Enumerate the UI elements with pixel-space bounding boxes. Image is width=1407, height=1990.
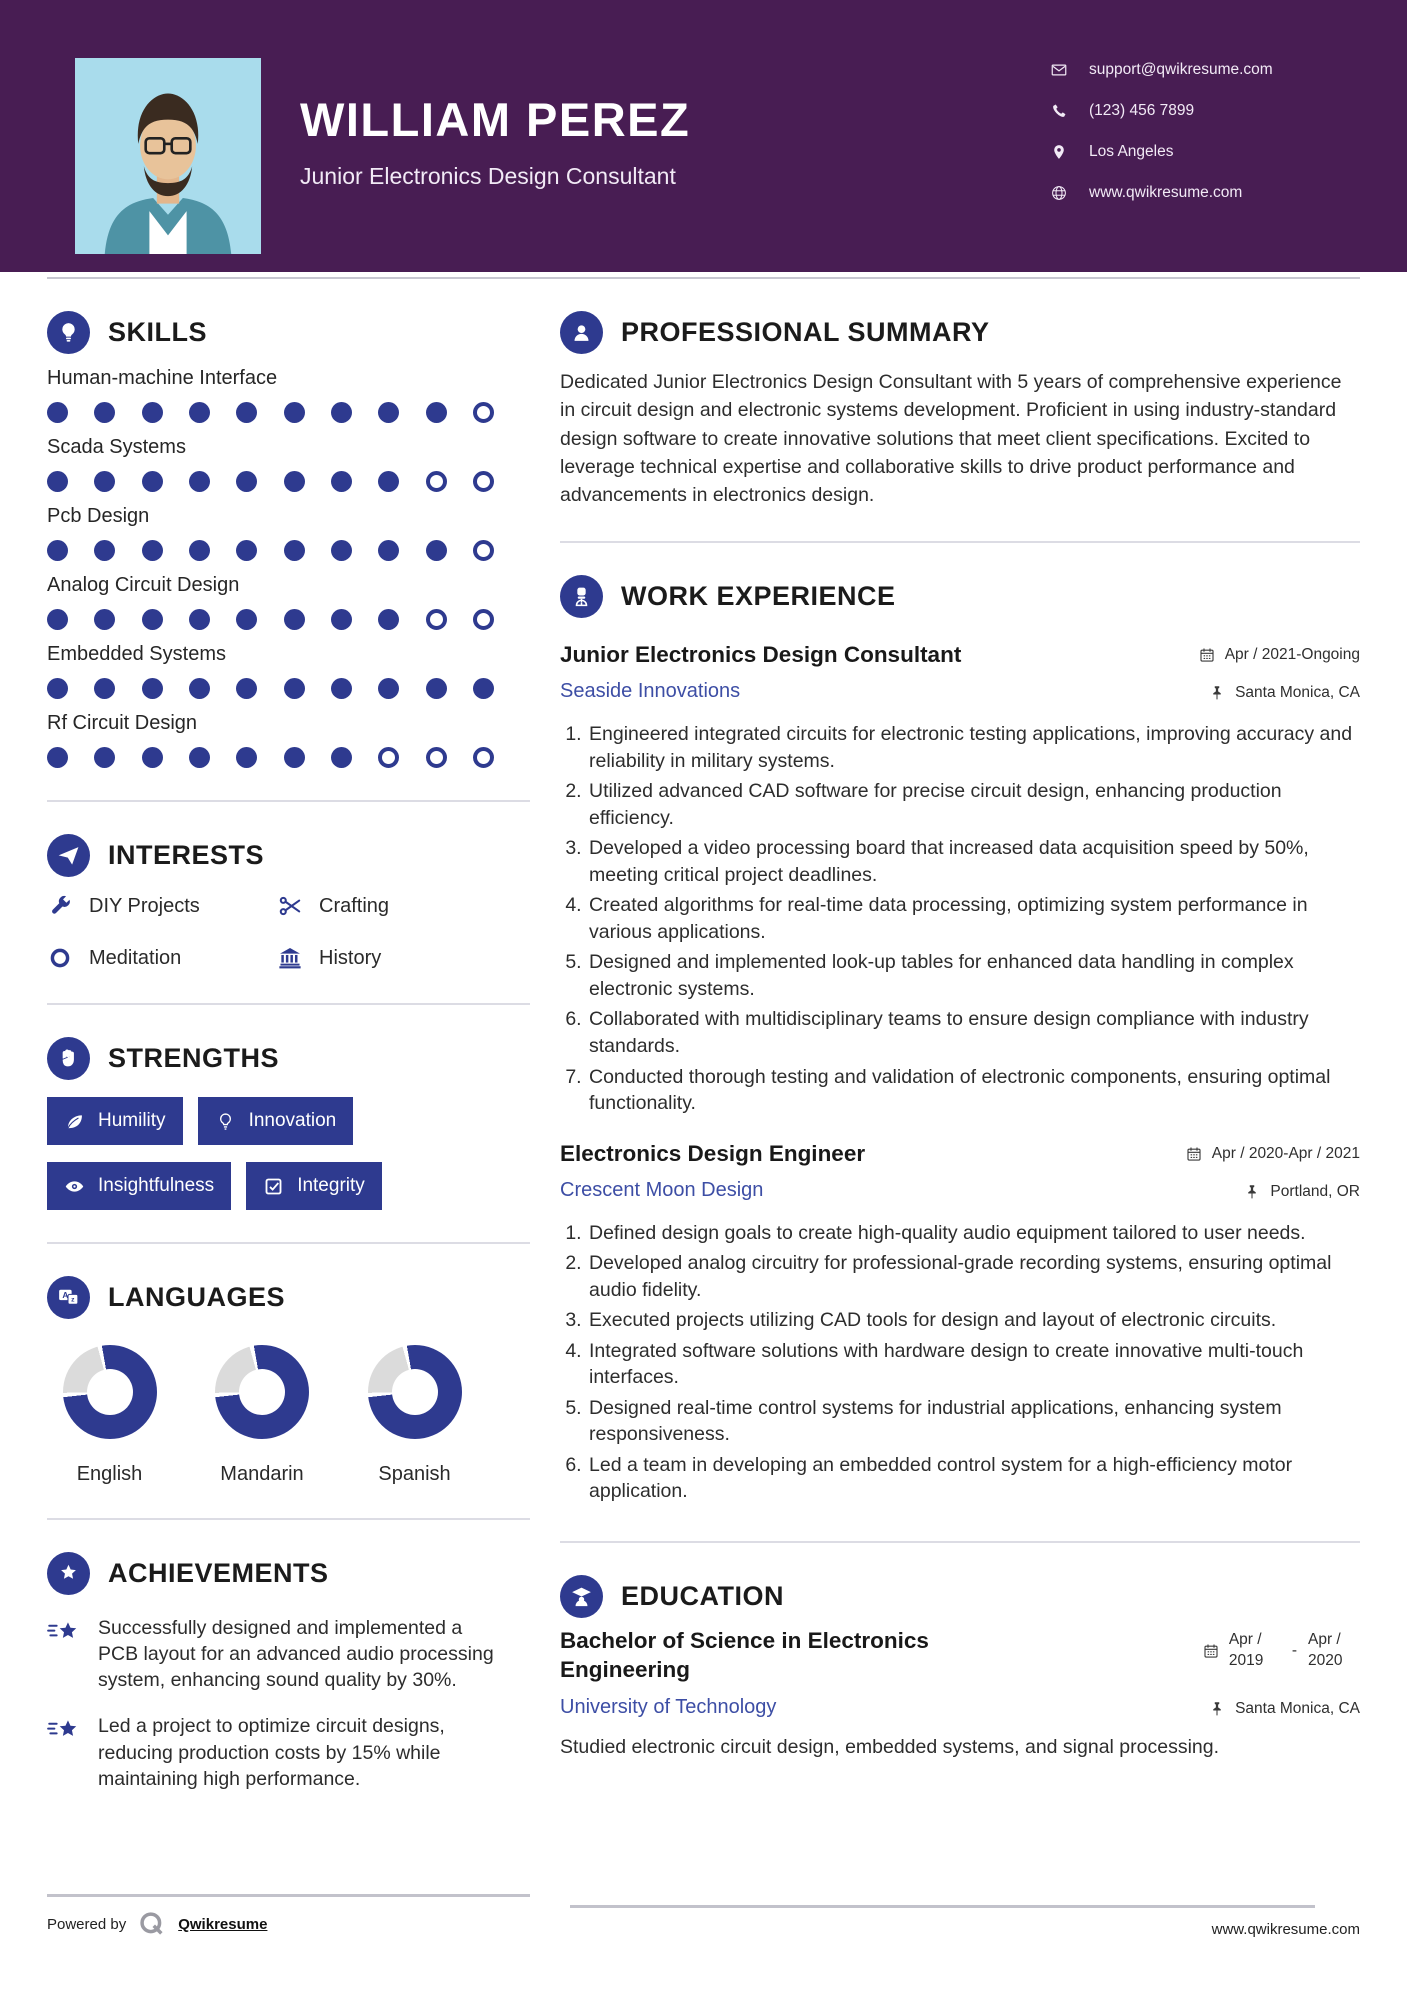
leaf-icon bbox=[64, 1111, 85, 1132]
language-item bbox=[200, 1345, 325, 1486]
job-bullet: 2. Developed analog circuitry for professional-grade recording systems, ensuring optimal audio fidelity. bbox=[587, 1250, 1360, 1303]
person-name: WILLIAM PEREZ bbox=[300, 93, 691, 146]
calendar-icon bbox=[1202, 1642, 1220, 1660]
job-title: Electronics Design Engineer bbox=[560, 1140, 866, 1166]
job-bullet: 1. Defined design goals to create high-quality audio equipment tailored to user needs. bbox=[587, 1220, 1360, 1247]
skill-dot bbox=[473, 471, 494, 492]
skill-dot bbox=[236, 678, 257, 699]
skill-dot bbox=[331, 471, 352, 492]
right-column bbox=[560, 281, 1360, 1990]
languages-section bbox=[47, 1246, 530, 1486]
skill-label: Rf Circuit Design bbox=[47, 712, 198, 734]
person-title: Junior Electronics Design Consultant bbox=[300, 163, 676, 189]
interests-paper-plane-icon bbox=[47, 834, 90, 877]
footer-divider bbox=[47, 1894, 530, 1897]
strength-badge bbox=[47, 1097, 183, 1145]
skill-dot bbox=[331, 402, 352, 423]
skill-item bbox=[47, 712, 530, 768]
skill-label: Human-machine Interface bbox=[47, 367, 278, 389]
strength-badge bbox=[198, 1097, 354, 1145]
skill-dot bbox=[94, 402, 115, 423]
footer-website: www.qwikresume.com bbox=[1211, 1921, 1360, 1938]
job-bullet: 3. Executed projects utilizing CAD tools for design and layout of electronic circuits. bbox=[587, 1307, 1360, 1334]
job-dates bbox=[1185, 1145, 1360, 1163]
job-bullet: 4. Created algorithms for real-time data processing, optimizing system performance in various applications. bbox=[587, 892, 1360, 945]
section-divider bbox=[47, 1518, 530, 1520]
company-link[interactable]: Crescent Moon Design bbox=[560, 1178, 764, 1201]
contact-row bbox=[1050, 138, 1273, 165]
contact-text: Los Angeles bbox=[1089, 142, 1174, 160]
skill-dot bbox=[378, 402, 399, 423]
achievements-star-icon bbox=[47, 1552, 90, 1595]
skill-dot bbox=[236, 747, 257, 768]
summary-person-icon bbox=[560, 311, 603, 354]
skills-list bbox=[47, 367, 530, 768]
skill-dot bbox=[236, 609, 257, 630]
skill-dot bbox=[284, 402, 305, 423]
jobs-list bbox=[560, 642, 1360, 1504]
strengths-badges bbox=[47, 1097, 530, 1210]
language-item bbox=[47, 1345, 172, 1486]
skill-dot bbox=[189, 609, 210, 630]
job-entry bbox=[560, 642, 1360, 1116]
skill-dot bbox=[473, 747, 494, 768]
job-bullets bbox=[560, 721, 1360, 1116]
skill-dot bbox=[189, 747, 210, 768]
job-title: Junior Electronics Design Consultant bbox=[560, 642, 962, 668]
skill-item bbox=[47, 505, 530, 561]
powered-by-label: Powered by bbox=[47, 1915, 127, 1933]
skill-dot bbox=[94, 471, 115, 492]
section-divider bbox=[47, 1242, 530, 1244]
skill-rating bbox=[47, 471, 494, 492]
skill-dot bbox=[284, 540, 305, 561]
skill-dot bbox=[47, 402, 68, 423]
skill-dot bbox=[189, 471, 210, 492]
job-location-text: Santa Monica, CA bbox=[1235, 684, 1360, 702]
location-pin-icon bbox=[1050, 143, 1068, 161]
footer-right bbox=[560, 1905, 1360, 1990]
skill-dot bbox=[331, 540, 352, 561]
skill-dot bbox=[47, 747, 68, 768]
skill-dot bbox=[284, 747, 305, 768]
skill-dot bbox=[473, 540, 494, 561]
skill-rating bbox=[47, 678, 494, 699]
skill-rating bbox=[47, 402, 494, 423]
skill-dot bbox=[142, 747, 163, 768]
job-location bbox=[1243, 1183, 1360, 1201]
school-link[interactable]: University of Technology bbox=[560, 1696, 777, 1719]
skill-item bbox=[47, 574, 530, 630]
scissors-icon bbox=[277, 893, 303, 919]
skill-dot bbox=[189, 540, 210, 561]
phone-icon bbox=[1050, 102, 1068, 120]
experience-chair-icon bbox=[560, 575, 603, 618]
contact-list bbox=[1050, 56, 1273, 220]
skill-dot bbox=[142, 540, 163, 561]
education-dates bbox=[1202, 1630, 1360, 1672]
summary-section bbox=[560, 281, 1360, 509]
section-divider bbox=[47, 800, 530, 802]
summary-heading: PROFESSIONAL SUMMARY bbox=[621, 317, 990, 347]
achievement-item bbox=[47, 1713, 497, 1791]
strengths-section bbox=[47, 1007, 530, 1210]
skill-item bbox=[47, 436, 530, 492]
education-location-text: Santa Monica, CA bbox=[1235, 1700, 1360, 1718]
degree-title: Bachelor of Science in Electronics Engineering bbox=[560, 1627, 929, 1682]
header-band bbox=[0, 0, 1407, 272]
skill-dot bbox=[473, 402, 494, 423]
skill-dot bbox=[94, 540, 115, 561]
contact-text: www.qwikresume.com bbox=[1089, 183, 1243, 201]
skill-dot bbox=[331, 609, 352, 630]
skill-dot bbox=[47, 540, 68, 561]
skill-dot bbox=[94, 609, 115, 630]
experience-section bbox=[560, 545, 1360, 1508]
shooting-star-icon bbox=[47, 1618, 81, 1646]
skill-dot bbox=[426, 609, 447, 630]
museum-icon bbox=[277, 945, 303, 971]
section-divider bbox=[47, 1003, 530, 1005]
achievement-text: Led a project to optimize circuit designs, reducing production costs by 15% while maintaining high performance. bbox=[98, 1715, 445, 1790]
skill-dot bbox=[94, 747, 115, 768]
languages-list bbox=[47, 1345, 477, 1486]
profile-photo bbox=[75, 58, 261, 254]
skill-dot bbox=[284, 678, 305, 699]
footer-divider bbox=[570, 1905, 1315, 1908]
languages-translate-icon bbox=[47, 1276, 90, 1319]
language-donut-chart bbox=[63, 1345, 157, 1439]
education-section bbox=[560, 1545, 1360, 1762]
job-bullet: 1. Engineered integrated circuits for electronic testing applications, improving accuracy and reliability in military systems. bbox=[587, 721, 1360, 774]
skill-dot bbox=[284, 471, 305, 492]
skill-dot bbox=[236, 471, 257, 492]
skill-dot bbox=[378, 609, 399, 630]
skill-dot bbox=[142, 609, 163, 630]
strength-label: Integrity bbox=[297, 1175, 365, 1196]
job-dates-text: Apr / 2021-Ongoing bbox=[1224, 646, 1360, 664]
skill-dot bbox=[236, 540, 257, 561]
achievements-heading: ACHIEVEMENTS bbox=[108, 1558, 329, 1588]
skill-rating bbox=[47, 747, 494, 768]
interest-item bbox=[47, 893, 277, 919]
achievement-text: Successfully designed and implemented a PCB layout for an advanced audio processing system, enhancing sound quality by 30%. bbox=[98, 1617, 494, 1692]
education-heading: EDUCATION bbox=[621, 1580, 784, 1611]
footer-left bbox=[47, 1894, 530, 1990]
check-square-icon bbox=[263, 1176, 284, 1197]
left-column bbox=[47, 281, 530, 1990]
skill-rating bbox=[47, 609, 494, 630]
skill-dot bbox=[426, 471, 447, 492]
contact-text: (123) 456 7899 bbox=[1089, 101, 1195, 119]
interest-item bbox=[277, 893, 530, 919]
skill-dot bbox=[378, 678, 399, 699]
job-dates-text: Apr / 2020-Apr / 2021 bbox=[1211, 1144, 1360, 1162]
strengths-heading: STRENGTHS bbox=[108, 1043, 280, 1073]
contact-row bbox=[1050, 97, 1273, 124]
interests-list bbox=[47, 893, 530, 971]
envelope-icon bbox=[1050, 61, 1068, 79]
interests-section bbox=[47, 804, 530, 971]
strength-label: Humility bbox=[98, 1110, 166, 1131]
globe-icon bbox=[1050, 184, 1068, 202]
interest-label: History bbox=[319, 946, 382, 969]
skills-heading: SKILLS bbox=[108, 317, 208, 347]
job-location-text: Portland, OR bbox=[1270, 1182, 1360, 1200]
strength-label: Insightfulness bbox=[98, 1175, 215, 1196]
job-bullet: 6. Collaborated with multidisciplinary teams to ensure design compliance with industry standards. bbox=[587, 1006, 1360, 1059]
skill-item bbox=[47, 643, 530, 699]
skills-section bbox=[47, 281, 530, 768]
job-location bbox=[1208, 684, 1360, 702]
skill-label: Scada Systems bbox=[47, 436, 186, 458]
skill-dot bbox=[142, 678, 163, 699]
contact-text: support@qwikresume.com bbox=[1089, 60, 1273, 78]
qwikresume-link[interactable]: Qwikresume bbox=[178, 1915, 268, 1933]
language-label: Spanish bbox=[378, 1463, 451, 1485]
language-donut-chart bbox=[368, 1345, 462, 1439]
pushpin-icon bbox=[1243, 1183, 1261, 1201]
skill-label: Embedded Systems bbox=[47, 643, 226, 665]
interests-heading: INTERESTS bbox=[108, 840, 265, 870]
skill-dot bbox=[473, 609, 494, 630]
skill-dot bbox=[47, 471, 68, 492]
job-dates bbox=[1198, 646, 1360, 664]
svg-text:A: A bbox=[62, 1289, 69, 1300]
job-bullet: 7. Conducted thorough testing and validation of electronic components, ensuring optimal functionality. bbox=[587, 1064, 1360, 1117]
skill-label: Analog Circuit Design bbox=[47, 574, 240, 596]
skill-dot bbox=[189, 678, 210, 699]
skill-dot bbox=[331, 747, 352, 768]
languages-heading: LANGUAGES bbox=[108, 1282, 286, 1312]
skill-rating bbox=[47, 540, 494, 561]
skill-dot bbox=[142, 402, 163, 423]
strength-badge bbox=[47, 1162, 231, 1210]
skill-dot bbox=[47, 678, 68, 699]
skill-dot bbox=[426, 678, 447, 699]
pushpin-icon bbox=[1208, 684, 1226, 702]
job-bullet: 5. Designed real-time control systems for industrial applications, enhancing system responsiveness. bbox=[587, 1395, 1360, 1448]
qwikresume-logo-icon bbox=[138, 1910, 166, 1938]
pushpin-icon bbox=[1208, 1700, 1226, 1718]
language-donut-chart bbox=[215, 1345, 309, 1439]
education-location bbox=[1208, 1700, 1360, 1718]
job-bullet: 6. Led a team in developing an embedded control system for a high-efficiency motor application. bbox=[587, 1452, 1360, 1505]
skill-dot bbox=[236, 402, 257, 423]
company-link[interactable]: Seaside Innovations bbox=[560, 680, 741, 703]
wrench-icon bbox=[47, 893, 73, 919]
skill-dot bbox=[142, 471, 163, 492]
job-bullet: 3. Developed a video processing board that increased data acquisition speed by 50%, meeting critical project deadlines. bbox=[587, 835, 1360, 888]
skill-dot bbox=[331, 678, 352, 699]
interest-item bbox=[47, 945, 277, 971]
job-bullet: 4. Integrated software solutions with hardware design to create innovative multi-touch interfaces. bbox=[587, 1338, 1360, 1391]
skill-dot bbox=[426, 540, 447, 561]
strengths-fist-icon bbox=[47, 1037, 90, 1080]
skill-dot bbox=[284, 609, 305, 630]
ring-icon bbox=[47, 945, 73, 971]
job-entry bbox=[560, 1141, 1360, 1505]
skill-dot bbox=[473, 678, 494, 699]
date-separator: - bbox=[1291, 1641, 1297, 1659]
education-graduate-icon bbox=[560, 1575, 603, 1618]
job-bullet: 2. Utilized advanced CAD software for precise circuit design, enhancing production efficiency. bbox=[587, 778, 1360, 831]
interest-item bbox=[277, 945, 530, 971]
achievements-list bbox=[47, 1615, 530, 1792]
interest-label: DIY Projects bbox=[89, 894, 200, 917]
calendar-icon bbox=[1185, 1145, 1203, 1163]
achievements-section bbox=[47, 1522, 530, 1792]
interest-label: Meditation bbox=[89, 946, 182, 969]
skill-dot bbox=[94, 678, 115, 699]
bulb-outline-icon bbox=[215, 1111, 236, 1132]
skill-dot bbox=[189, 402, 210, 423]
svg-text:z: z bbox=[71, 1296, 75, 1304]
calendar-icon bbox=[1198, 646, 1216, 664]
experience-heading: WORK EXPERIENCE bbox=[621, 581, 896, 612]
skills-bulb-icon bbox=[47, 311, 90, 354]
language-item bbox=[352, 1345, 477, 1486]
skill-dot bbox=[378, 471, 399, 492]
job-bullet: 5. Designed and implemented look-up tables for enhanced data handling in complex electronic systems. bbox=[587, 949, 1360, 1002]
header-divider bbox=[47, 277, 1360, 279]
summary-text: Dedicated Junior Electronics Design Consultant with 5 years of comprehensive experience in circuit design and electronic systems development. Proficient in using industry-standard design software to create innovative solutions that meet client specifications. Excited to leverage technical expertise and collaborative skills to drive product performance and advancements in electronics design. bbox=[560, 371, 1342, 507]
section-divider bbox=[560, 1541, 1360, 1543]
skill-dot bbox=[378, 747, 399, 768]
education-date-end: Apr / 2020 bbox=[1308, 1630, 1343, 1669]
section-divider bbox=[560, 541, 1360, 543]
contact-row bbox=[1050, 179, 1273, 206]
strength-badge bbox=[246, 1162, 382, 1210]
skill-dot bbox=[426, 747, 447, 768]
contact-row bbox=[1050, 56, 1273, 83]
language-label: English bbox=[76, 1463, 143, 1485]
skill-dot bbox=[47, 609, 68, 630]
skill-dot bbox=[378, 540, 399, 561]
achievement-item bbox=[47, 1615, 497, 1693]
strength-label: Innovation bbox=[248, 1110, 337, 1131]
job-bullets bbox=[560, 1220, 1360, 1505]
skill-item bbox=[47, 367, 530, 423]
shooting-star-icon bbox=[47, 1716, 81, 1744]
education-description: Studied electronic circuit design, embedded systems, and signal processing. bbox=[560, 1736, 1220, 1759]
skill-dot bbox=[426, 402, 447, 423]
language-label: Mandarin bbox=[220, 1463, 304, 1485]
skill-label: Pcb Design bbox=[47, 505, 150, 527]
eye-icon bbox=[64, 1176, 85, 1197]
interest-label: Crafting bbox=[319, 894, 390, 917]
education-date-start: Apr / 2019 bbox=[1228, 1630, 1264, 1669]
